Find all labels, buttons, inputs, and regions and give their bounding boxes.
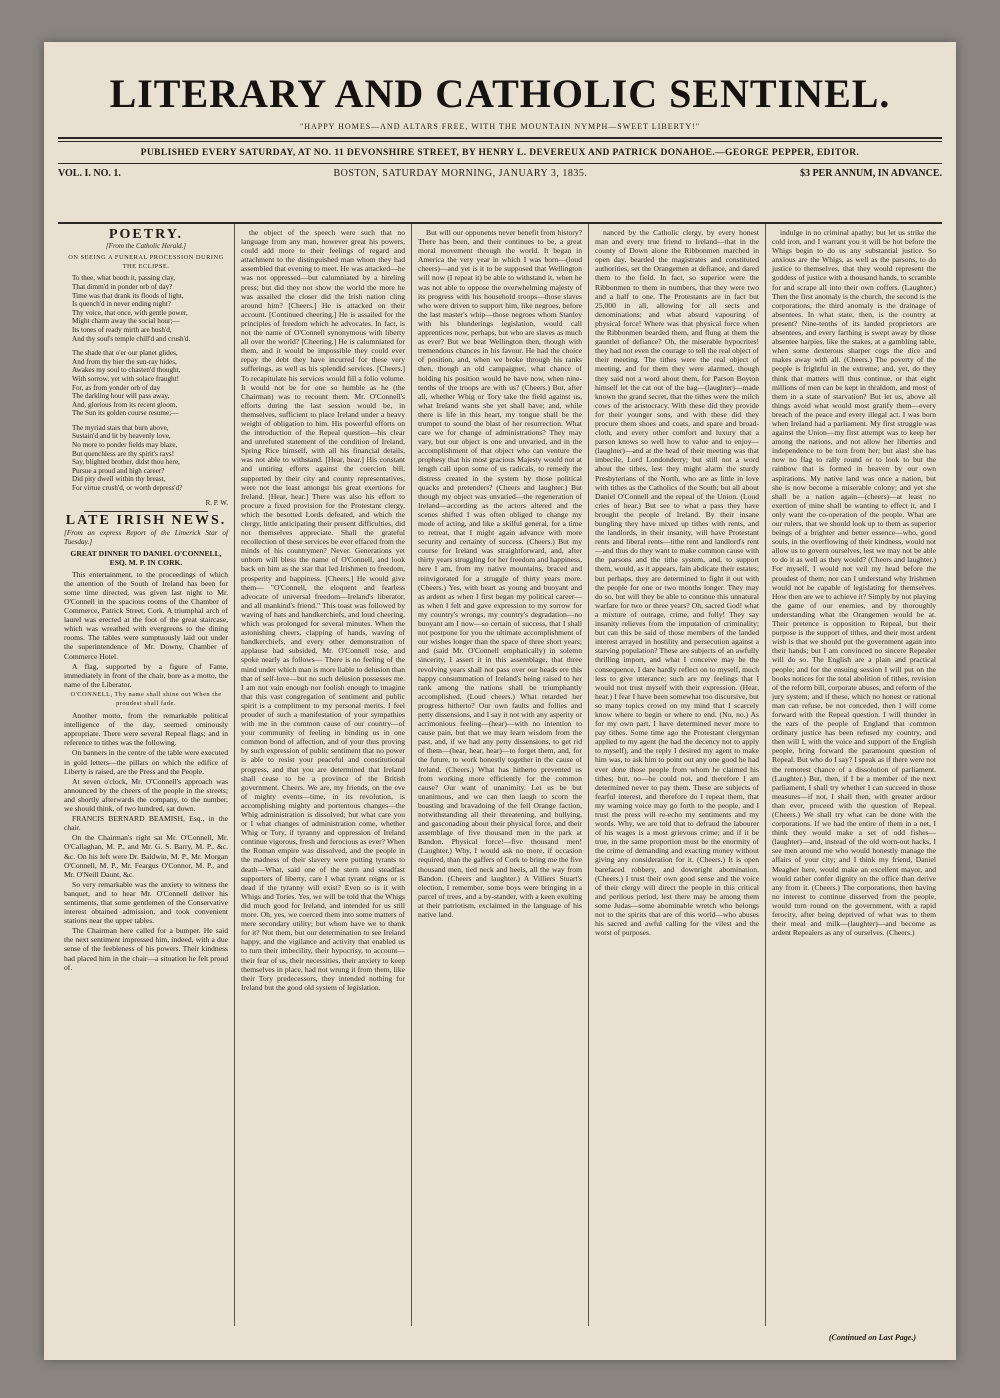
motto: "HAPPY HOMES—AND ALTARS FREE, WITH THE MOUNTAIN NYMPH—SWEET LIBERTY!" <box>299 122 701 131</box>
toast-motto: O'CONNELL, Thy name shall shine out When the proudest shall fade. <box>70 690 222 707</box>
article-paragraph: At seven o'clock, Mr. O'Connell's approach was announced by the cheers of the people in the streets; and shortly afterwards the company, to the number, we should think, of two hundred, sat down. <box>64 776 228 814</box>
poem-line: Its tones of ready mirth are hush'd, <box>72 325 172 334</box>
poem-line: With sorrow, yet with solace fraught! <box>72 374 180 383</box>
column-1 <box>58 224 234 1326</box>
section-divider <box>84 511 208 512</box>
column-4 <box>588 224 765 1326</box>
poem-line: Time was that drank its floods of light, <box>72 291 184 300</box>
newspaper-page <box>44 42 956 1360</box>
poetry-heading: POETRY. <box>108 227 184 242</box>
dateline <box>58 168 942 179</box>
poem-line: Did pity dwell within thy breast, <box>72 475 166 484</box>
chair-line: FRANCIS BERNARD BEAMISH, Esq., in the chair. <box>64 814 228 833</box>
publisher-line: PUBLISHED EVERY SATURDAY, AT NO. 11 DEVONSHIRE STREET, BY HENRY L. DEVEREUX AND PATRICK DONAHOE.—GEORGE PEPPER, EDITOR. <box>140 148 860 158</box>
column-3 <box>411 224 588 1326</box>
newspaper-title: LITERARY AND CATHOLIC SENTINEL. <box>109 71 891 116</box>
poem-signature: R. P. W. <box>205 498 228 507</box>
poem-line: Pursue a proud and high career? <box>72 466 165 475</box>
article-paragraph: This entertainment, to the proceedings of which the attention of the South of Ireland has been for some time directed, was given last night to Mr. O'Connell in the spacious rooms of the Chamber of Commerce, Patrick Street, Cork. A triumphal arch of laurel was erected at the foot of the great staircase, which was wreathed with evergreens to the dining rooms. The tables were sumptuously laid out under the superintendence of Mr. Downy, Chamber of Commerce Hotel. <box>64 569 228 661</box>
poem-stanza <box>72 424 228 493</box>
poem-line: The darkling hour will pass away, <box>72 392 170 401</box>
volume-number: VOL. I. NO. 1. <box>58 168 121 179</box>
publisher-rule <box>58 163 942 164</box>
news-title: GREAT DINNER TO DANIEL O'CONNELL, ESQ. M. P. IN CORK. <box>70 548 222 567</box>
poetry-source: [From the Catholic Herald.] <box>105 242 187 251</box>
poem-line: Awakes my soul to chasten'd thought, <box>72 366 181 375</box>
article-paragraph: The Chairman here called for a bumper. He said the next sentiment impressed him, indeed, with a due sense of the feebleness of his powers. Their kindness had placed him in the chair—a situation he felt proud of. <box>64 926 228 972</box>
poem-line: And, glorious from its recent gloom, <box>72 400 178 409</box>
poem-line: For virtue crush'd, or worth depress'd? <box>72 484 183 493</box>
poem-line: Say, blighted brother, didst thou here, <box>72 458 180 467</box>
poem-line: But quenchless are thy spirit's rays! <box>72 449 175 458</box>
continued-note: (Continued on Last Page.) <box>828 1333 916 1342</box>
column-text: But will our opponents never benefit from history? There has been, and their continues to be, a great moral movement through the world. It began in America the very year in which I was born—(loud cheers)—and yet is it to be supposed that Wellington will now (I repeat it) be able to withstand it, when he was not able to oppose the overwhelming majesty of its progress with his household troops—those slaves who were driven to support him, like negroes, before the last master's whip—those negroes whom Stanley with his blunderings legislation, would call apprentices now, perhaps, but who are slaves as much as ever? But we beat Wellington then, though with tremendous chances in his favour. He had the choice of position, and, when we broke through his ranks then, though an old campaigner, what chance of holding his position would he have now, when nine-tenths of the troops are with us? (Cheers.) But, after all, whether Whig or Tory take the field against us, what Ireland wants she yet shall have; and, while there is life in this heart, my tongue shall be the trumpet to sound the blast of her resurrection. What care we for change of administrations? They may vary, but our object is one and unvaried, and in the accomplishment of that object who can venture the prophesy that his most gracious Majesty would not at length call upon some of us radicals, to remedy the distress created in the system by those political quacks and pretenders? (Cheers and laughter.) But though my object was unvaried—the regeneration of Ireland—according as the actors altered and the scenes shifted I was often obliged to change my mode of acting, and like a skilful general, for a time to retreat, that I might again advance with more security and certainty of success. (Cheers.) But my course for Ireland was straightforward, and, after thirty years struggling for her freedom and happiness, here I am, from my native mountains, braced and reinvigorated for a struggle of thirty years more. (Cheers.) Yes, with heart as young and buoyant and as ardent as when I first began my political career—as when I felt and gave expression to my sorrow for my country's wrongs, my country's degradation—no buoyant am I now—so certain of success, that I shall not postpone for you the ultimate accomplishment of our wishes longer than the space of three short years; and (said Mr. O'Connell emphatically) in solemn sincerity, I assert it in this assemblage, that three revolving years shall not pass over our heads ere this happy consummation of Ireland's being raised to her rank among the nations shall be triumphantly accomplished. (Loud cheers.) What retarded her progress hitherto? Our own faults and follies and petty dissensions, and I say it not with any asperity or acrimonious feeling—(hear)—with no intention to cause pain, but that we may learn wisdom from the past, and, if we had any petty dissensions, to get rid of them—(hear, hear, hear)—to forget them, and, for the future, to work honestly together in the cause of Ireland. (Cheers.) What has hitherto prevented us from working more efficiently for the common cause? Our want of unanimity. Let us be but unanimous, and we can then laugh to scorn the boasting and bravadoing of the fell Orange faction, notwithstanding all their threatening, and bullying, and gasconading about their physical force, and their assemblage of five thousand men in the park at Bandon. Physical force!—five thousand men! (Laughter.) Why, I would ask no more, if occasion required, than the gaffers of Cork to bring me the five thousand men, tied neck and heels, all the way from Bandon. (Cheers and laughter.) A Villiers Stuart's election, I remember, some boys were bringing in a parcel of trees, and a by-stander, with a keen exulting at their patriotism, exclaimed in the language of his native land. <box>418 228 582 920</box>
article-paragraph: So very remarkable was the anxiety to witness the banquet, and to hear Mr. O'Connell deliver his sentiments, that some gentlemen of the Conservative interest obtained admission, and took convenient stations near the upper tables. <box>64 879 228 926</box>
article-paragraph: A flag, supported by a figure of Fame, immediately in front of the chair, bore as a motto, the name of the Liberator. <box>64 661 228 689</box>
poem-title: ON SEEING A FUNERAL PROCESSION DURING THE ECLIPSE. <box>68 254 224 271</box>
poem-line: Sustain'd and lit by heavenly love, <box>72 432 171 441</box>
poem-stanza <box>72 349 228 418</box>
poem-line: And thy soul's temple chill'd and crush'd. <box>72 334 191 343</box>
issue-date: BOSTON, SATURDAY MORNING, JANUARY 3, 1835. <box>333 168 588 179</box>
poem-line: The shade that o'er our planet glides, <box>72 349 178 358</box>
poem-line: That dimm'd in ponder orb of day? <box>72 282 173 291</box>
column-text: the object of the speech were such that no language from any man, however great his powers, could add more to their feelings of regard and attachment to the distinguished man whom they had assembled that evening to meet. He was attacked—he was not oppressed—but calumniated by a hireling press; but did they not show the world the more he was assailed the closer did the Irish nation cling around him? [Cheers.] He is attacked on their account. [Continued cheering.] He is assailed for the principles of freedom which he advocates. In fact, is not the name of O'Connell synonymous with liberty all over the world? [Cheering.] He is calumniated for them, and it would be impossible they could ever repay the debt they have incurred for these very sufferings, as well as his splendid services. [Cheers.] To recapitulate his services would fill a folio volume. It would not be for one so humble as he (the Chairman) was to recount them. Mr. O'Connell's efforts during the last session would be, in themselves, sufficient to place Ireland under a heavy weight of obligation to him. His powerful efforts on the introduction of the Repeal question—his clear and unrefuted statement of the condition of Ireland, Spring Rice himself, with all his financial details, was not able to withstand. [Hear, hear.] His constant and untiring efforts against the coercion bill, supported by their city and county representatives, were not the least amongst his great exertions for Ireland. [Hear, hear.] There was also his effort to procure a fixed provision for the Protestant clergy, which the besotted Lords defeated, and which the clergy, little anticipating their present difficulties, did not themselves appreciate. Shall the grateful recollection of these services be ever effaced from the minds of his countrymen? Never. Generations yet unborn will bless the name of O'Connell, and look back on him as the star that led Irishmen to freedom, prosperity and happiness. [Cheers.] He would give them— "O'Connell, the eloquent and fearless advocate of universal freedom—Ireland's liberator, and all mankind's friend." This toast was followed by waving of hats and handkerchiefs, and loud cheering, which was prolonged for several minutes. When the astonishing cheers, clapping of hands, waving of handkerchiefs, and every other demonstration of applause had subsided, Mr. O'Connell rose, and spoke nearly as follows— There is no feeling of the mind under which man is more liable to delusion than that of self-love—but no such delusion possesses me. I am not vain enough nor foolish enough to imagine that this vast congregation of sentiment and public spirit is a compliment to my personal merits. I feel prouder of such a manifestation of your sympathies with me in the common cause of our country—of your community of feeling in binding us in one common bond of affection, and of your thus proving by such expression of public sentiment that no power is able to resist your peaceful and constitutional progress, and that you are determined that Ireland shall cease to be a province of the British government. Cheers. We are, my friends, on the eve of mighty events—time, in its revolution, is accomplishing mighty and portentous changes—the Whig administration is dissolved; but what care you or I what changes of administration come, whether Whig or Tory, if tyranny and oppression of Ireland continue vigorous, fresh and ferocious as ever? When the Roman empire was dissolved, and the people in the madness of their slavery were putting tyrants to death—What, said one of the stern and steadfast supporters of liberty, care I what tyrant reigns or is dead if the tyranny will exist? Even so is it with Whigs and Tories. Yes, we will be told that the Whigs did much good for Ireland, and intended for us still more. Oh, yes, we coerced them into some matters of mere secondary utility; but whom have we to thank for it? Not them, but our determination to see Ireland happy, and the vigilance and activity that enabled us to turn their imbecility, their hypocrisy, to account—their fear of us, their necessities, their anxiety to keep themselves in place, had not wrung it from them, like their Tory predecessors, they intended nothing for Ireland but the good old system of legislation. <box>241 228 405 992</box>
poem-line: For, as from yonder orb of day <box>72 383 161 392</box>
poem-line: Is quench'd in never ending night? <box>72 300 171 309</box>
poem-line: And from thy bier the sun-ray hides, <box>72 357 177 366</box>
poem-line: Might charm away the social hour;— <box>72 317 180 326</box>
news-heading: LATE IRISH NEWS. <box>65 513 227 529</box>
column-5 <box>765 224 942 1326</box>
column-2 <box>234 224 411 1326</box>
news-source: [From an express Report of the Limerick Star of Tuesday.] <box>64 528 228 547</box>
masthead <box>44 70 956 179</box>
article-paragraph: On the Chairman's right sat Mr. O'Connell, Mr. O'Callaghan, M. P., and Mr. G. S. Barry, M. P., &c. &c. On his left were Dr. Baldwin, M. P., Mr. Morgan O'Connell, M. P., Mr. Feargus O'Connor, M. P., and Mr. O'Neill Daunt, &c. <box>64 833 228 879</box>
subscription-price: $3 PER ANNUM, IN ADVANCE. <box>799 168 942 179</box>
poem-line: No more to ponder fields may blaze, <box>72 441 178 450</box>
poem <box>64 274 228 507</box>
masthead-rule <box>58 137 942 142</box>
poem-line: Thy voice, that once, with gentle power, <box>72 308 188 317</box>
article-paragraph: Another motto, from the remarkable political intelligence of the day, seemed ominously appropriate. There were several Repeal flags; and in reference to tithes was the following. <box>64 711 228 748</box>
poem-line: To thee, what booth it, passing clay, <box>72 274 176 283</box>
poem-line: The myriad stars that burn above, <box>72 423 169 432</box>
article-columns <box>58 222 942 1326</box>
column-text: indulge in no criminal apathy; but let us strike the cold iron, and I warrant you it will be hot before the Whigs begin to do us any substantial justice. So anxious are the Whigs, as well as the parsons, to do justice to themselves, that they would represent the goddess of justice with a thousand hands, to scramble for and scrape all into their own coffers. (Laughter.) Then the first anomaly is the church, the second is the corporations, the third anomaly is the drainage of absentees. In what state, then, is the country at present? Nine-tenths of its landed proprietors are absentees, and every farthing is swept away by those absentee harpies, like the stakes, at a gambling table, when some dexterous sharper cogs the dice and makes away with all. (Cheers.) The poverty of the people is frightful in the extreme; and, yet, do they think that matters will thus continue, or that eight millions of men can be kept in thraldom, and most of them in a state of starvation? But let us, above all things avoid what would most gratify them—every breach of the peace and every illegal act. I was born when Ireland had a parliament. My first struggle was against the Union—my first attempt was to keep her among the nations, and not allow her liberties and independence to be torn from her; but alas! she has now no flag to rally round or to look to but the rainbow that is formed in heaven by our own aspirations. My native land was once a nation, but she is now become a miserable colony; and yet she shall be a nation again—(cheers)—at least no exertion of mine shall be wanting to effect it, and I only want the co-operation of the people. What are our rulers, that we should look up to them as superior beings of a brighter and better essence—who, good souls, in the overflowing of their kindness, would not allow us to govern ourselves, lest we may not be able to do it as well as they would? (Cheers and laughter.) For myself, I would not veil my head before the proudest of them; nor can I understand why Irishmen would not be capable of legislating for themselves. How then are we to achieve it? Simply by not playing the game of our enemies, and by thoroughly understanding what the Orangemen would be at. Their pretence is opposition to Repeal, but their purpose is the support of tithes, and their most ardent wish is that we should put the government again into their hands; but I am convinced no sincere Repealer will do so. The English are a plain and practical people; and for the ensuing session I will put on the books notices for the total abolition of tithes, revision of the reform bill, corporate abuses, and reform of the jury system; and if these, which no honest or rational man can refuse, be not conceded, then I will come forward with the Repeal question. I will thunder in the ears of the people of England that common ordinary justice has been refused my country, and then will I, with the voice and support of the English people, bring forward the paramount question of Repeal. But who do I say? I speak as if there were not the remotest chance of a dissolution of parliament. (Laughter.) But, then, if I be a member of the next parliament, I shall try whether I can succeed in those measures—if not, I shall then, with greater ardour than ever, proceed with the question of Repeal. (Cheers.) We shall try what can be done with the corporations. If we had the entire of them in a net, I think they would make a set of odd fishes—(laughter)—and, instead of the old worn-out hacks, I see men around me who would honestly manage the affairs of your city; and I think my friend, Daniel Meagher here, would make an excellent mayor, and would rather confer dignity on the office than derive any from it. (Cheers.) The corporations, then having no interest to continue disserved from the people, would turn round on the government, with a rapid ferocity, after being deprived of what was to them their meal and milk—(laughter)—and become as ardent Repealers as any of ourselves. (Cheers.) <box>772 228 936 938</box>
poem-line: The Sun its golden course resume;— <box>72 409 179 418</box>
column-text: nanced by the Catholic clergy, by every honest man and every true friend to Ireland—that in the county of Down alone the Ribbonmen marched in open day, bearded the magistrates and constituted authorities, set the Orangemen at defiance, and dared them to the field. In fact, so superior were the Ribbonmen to them in numbers, that they were two and a half to one. The Protestants are in fact but 25,000 in all, allowing for all sects and denominations; and what absurd vapouring of physical force! Where was that physical force when the Ribbonmen bearded them, and flung at them the gauntlet of defiance? Oh, the miserable hypocrites! they had not even the courage to tell the real object of their meeting. The tithes were the real object of meeting, and for them they were alarmed, though they said not a word about them, for Parson Boyton himself let the cat out of the bag—(laughter)—made known the grand secret, that the tithes were the milch cows of the aristocracy. With these did they provide for their younger sons, and with these did they procure them shoes and coats, and spare and broad-cloth, and every other comfort and luxury that a parson knows so well how to value and to enjoy—(laughter)—and at the head of their meeting was that imbecile, Lord Londonderry; but still not a word about the tithes, lest they might alarm the sturdy Presbyterians of the North, who are as little in love with tithes as the Catholics of the South; but all about Daniel O'Connell and the repeal of the Union. (Loud cries of hear.) But see to what a pass they have brought the people of Ireland. By their insane bungling they have mixed up tithes with rents, and the landlords, in their insanity, will have Protestant rents and liberal rents—tithe rent and landlord's rent—and thus do they want to make common cause with the parsons and the tithe system, and, to support them, would, as it appears, fain abdicate their estates; but perhaps, they are determined to fight it out with the people for one or two months longer. They may do so, but will they be able to continue this unnatural warfare for two or three years? Oh, sacred God! what a mixture of outrage, crime, and folly! They say insanity relieves from the imputation of criminality; but can this be said of those members of the landed interest arrayed in hostility and persecution against a starving population? These are subjects of an awfully thrilling import, and what I conceive may be the consequence, I dare hardly reflect on to myself, much less to give utterance; such are my feelings that I would not trust myself with their expression. (Hear, hear.) I fear I have been somewhat too discursive, but so many topics crowd on my mind that I scarcely know where to begin or where to end. (No, no.) As for my own part, I have determined never more to pay tithes. Some time ago the Protestant clergyman applied to my agent (he had the decency not to apply to myself), and the reply I desired my agent to make him was, to ask him to point out any one good he had ever done those people from whom he claimed his tithes; but, no—he could not, and therefore I am determined never to pay them. These are subjects of fearful interest, and therefore do I repeat them, that my warning voice may go forth to the people, and I trust the press will re-echo my sentiments and my words. Why, we are told that to defraud the labourer of his wages is a most grievous crime; and if it be true, in the same proportion must be the enormity of the crime of demanding and exacting money without giving any consideration for it. (Cheers.) It is open barefaced robbery, and downright abomination. (Cheers.) I trust their own good sense and the voice of their clergy will direct the people in this critical and perilous period, lest there may be among them some Judas—some abominable wretch who belongs not to the spirits that are of this world—who abuses his sacred and awful calling for the vilest and the worst of purposes. <box>595 228 759 938</box>
poem-stanza <box>72 274 228 343</box>
article-paragraph: On banners in the centre of the table were executed in gold letters—the pillars on which the edifice of Liberty is raised, are the Press and the People. <box>64 748 228 776</box>
